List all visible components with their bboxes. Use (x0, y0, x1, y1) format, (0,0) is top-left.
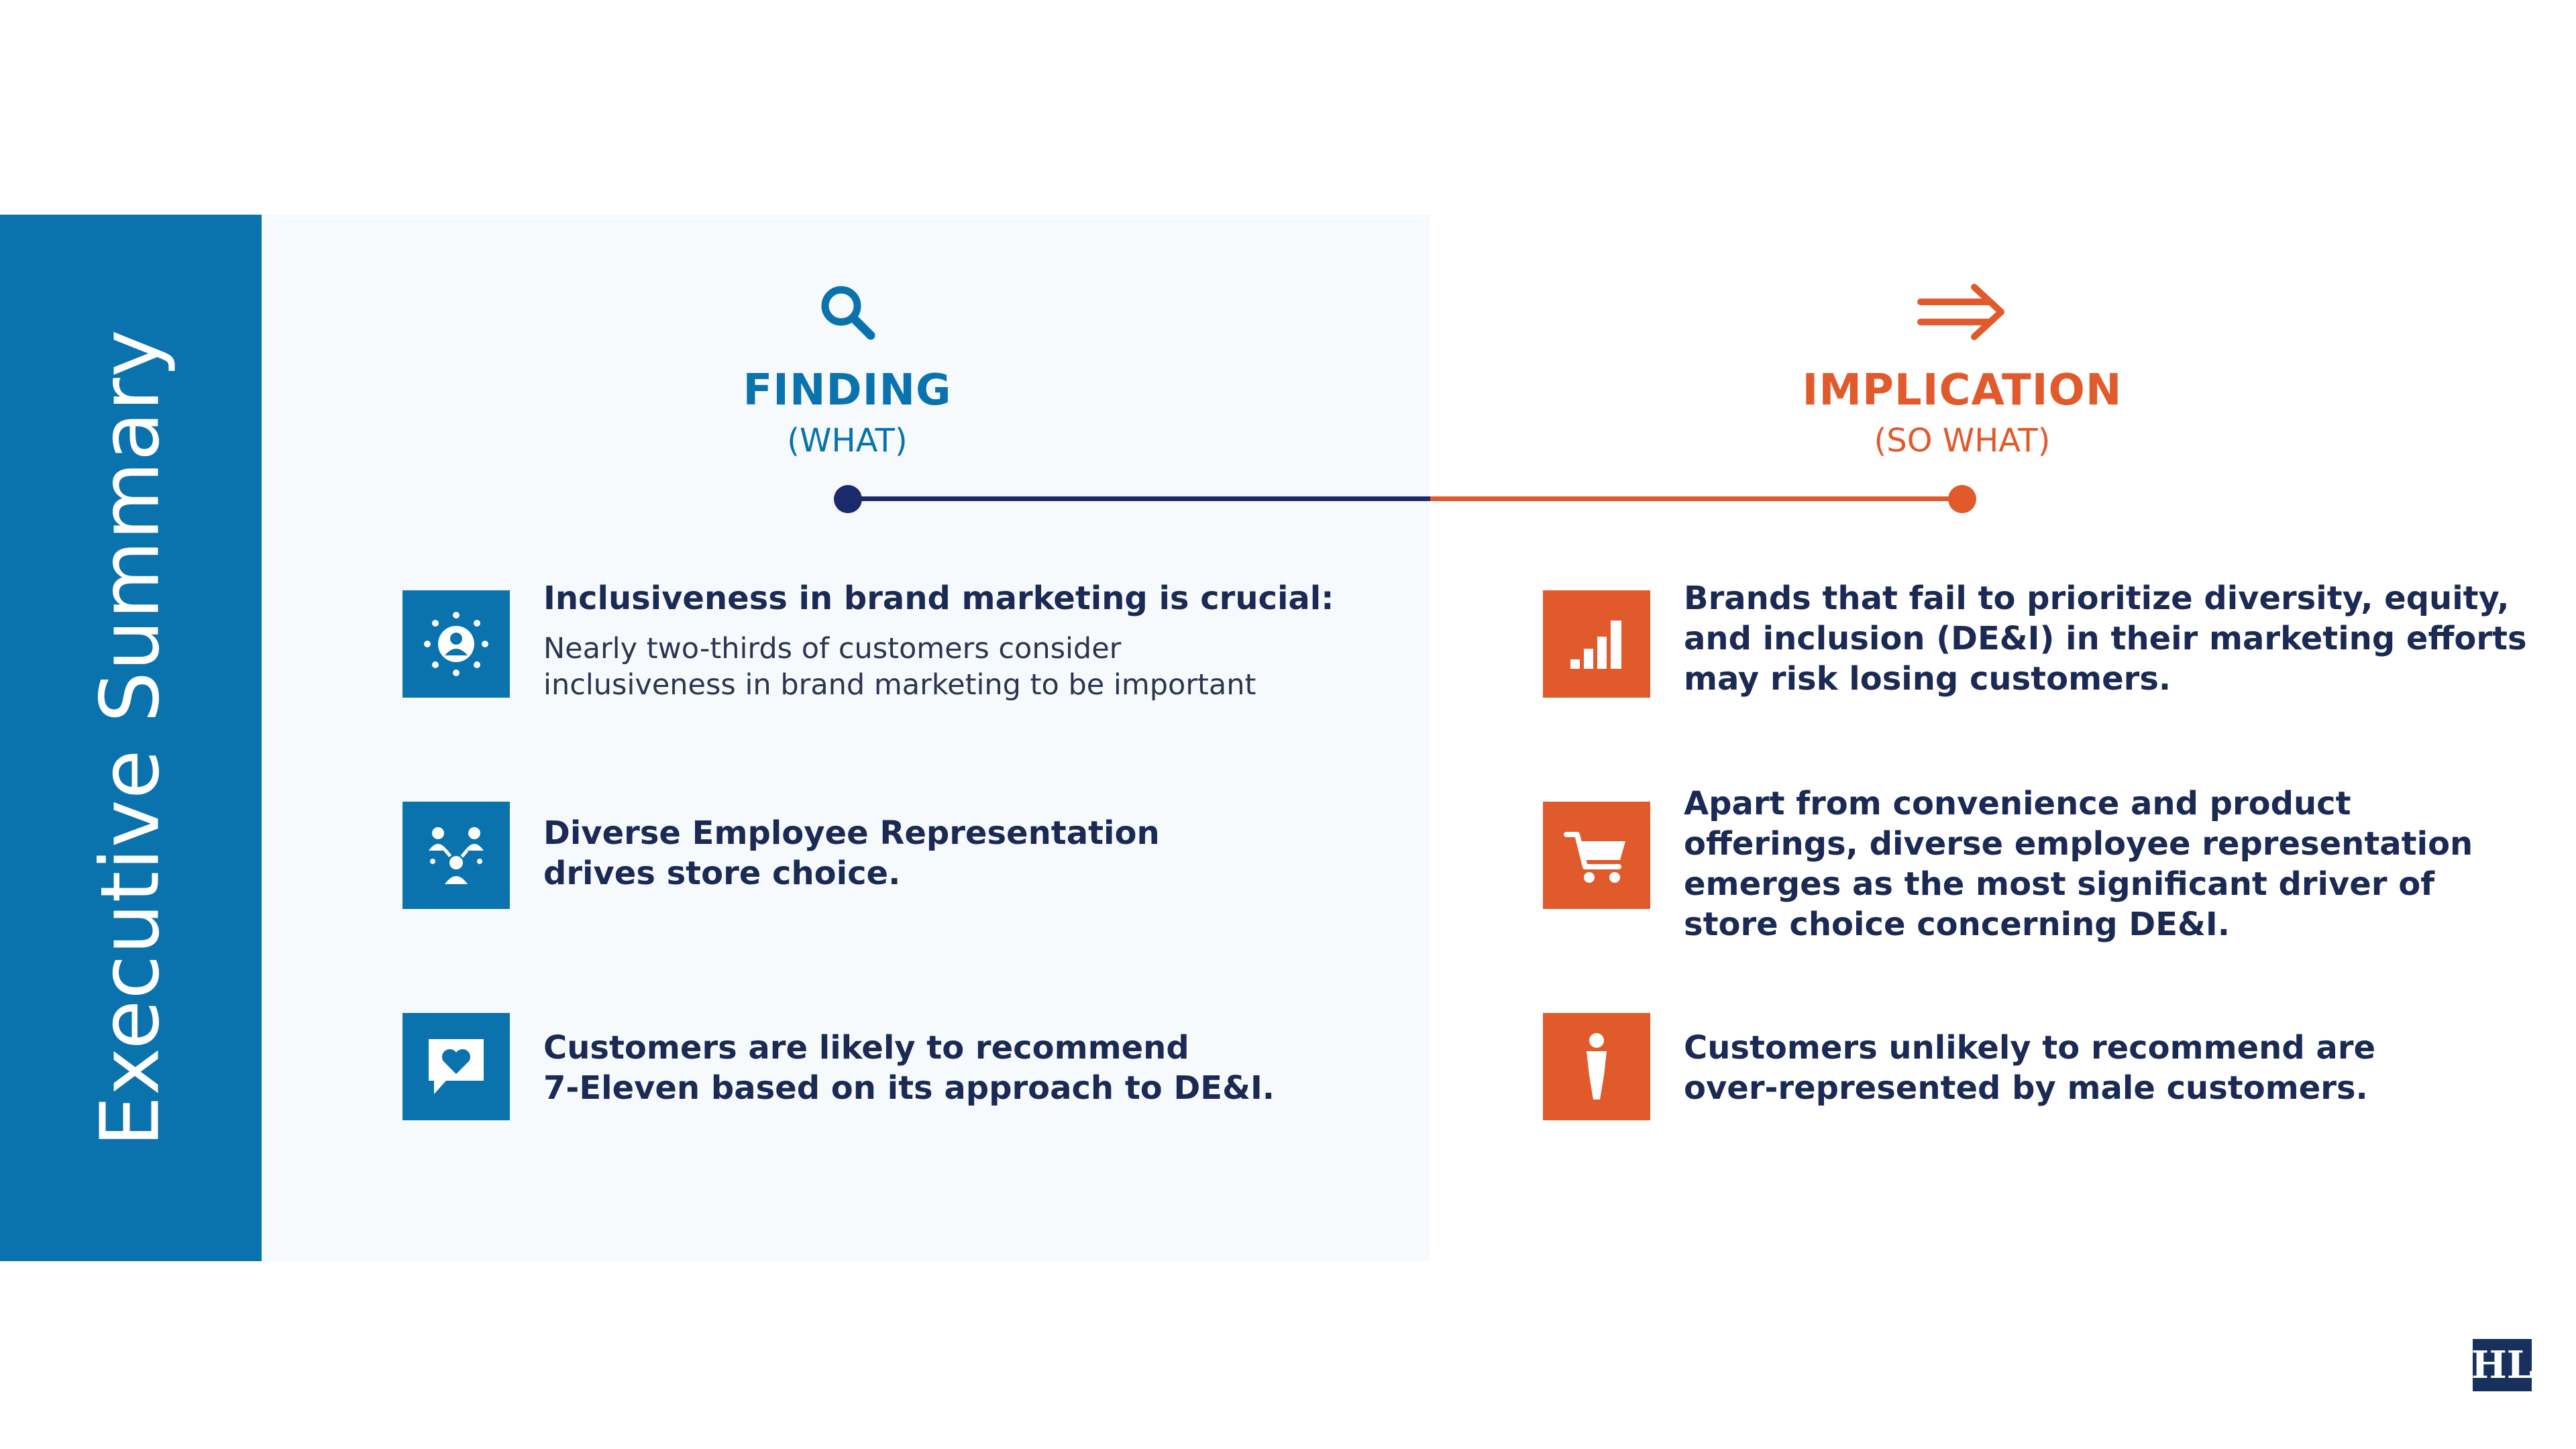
finding-item-2-title: Diverse Employee Representation drives store choice. (543, 814, 1160, 892)
implication-item-1-title: Brands that fail to prioritize diversity, equity, and inclusion (DE&I) in their marketing efforts may risk losing customers. (1684, 580, 2527, 698)
bar-chart-icon (1543, 590, 1650, 698)
people-network-icon (402, 802, 510, 909)
implication-header (1660, 282, 2264, 460)
male-figure-icon (1543, 1013, 1650, 1120)
shopping-cart-icon (1543, 802, 1650, 909)
finding-item-1 (543, 578, 1402, 703)
finding-header (545, 282, 1149, 460)
finding-item-3-title: Customers are likely to recommend 7-Eleven based on its approach to DE&I. (543, 1029, 1275, 1107)
search-icon (545, 282, 1149, 345)
heart-speech-bubble-icon (402, 1013, 510, 1120)
implication-item-2-title: Apart from convenience and product offerings, diverse employee representation emerges as the most significant driver of store choice concerning DE&I. (1684, 785, 2473, 943)
finding-item-1-title: Inclusiveness in brand marketing is crucial: (543, 580, 1334, 617)
finding-subtitle: (WHAT) (787, 422, 908, 460)
implication-item-3 (1684, 1028, 2556, 1108)
timeline-implication-segment (1430, 496, 1962, 501)
finding-item-2 (543, 813, 1402, 894)
implication-title: IMPLICATION (1802, 366, 2123, 415)
timeline-finding-dot (834, 485, 862, 513)
implication-item-1 (1684, 578, 2556, 699)
double-arrow-icon (1660, 282, 2264, 345)
implication-subtitle: (SO WHAT) (1874, 422, 2051, 460)
timeline-implication-dot (1948, 485, 1976, 513)
hl-logo (2473, 1339, 2532, 1391)
hl-logo-text: HL (2471, 1343, 2534, 1387)
side-title: Executive Summary (84, 329, 178, 1147)
finding-title: FINDING (743, 366, 952, 415)
finding-item-3 (543, 1028, 1402, 1108)
implication-item-3-title: Customers unlikely to recommend are over-represented by male customers. (1684, 1029, 2376, 1107)
inclusive-person-icon (402, 590, 510, 698)
finding-item-1-body: Nearly two-thirds of customers consider inclusiveness in brand marketing to be important (543, 632, 1256, 702)
implication-item-2 (1684, 784, 2556, 945)
timeline-finding-segment (848, 496, 1430, 501)
